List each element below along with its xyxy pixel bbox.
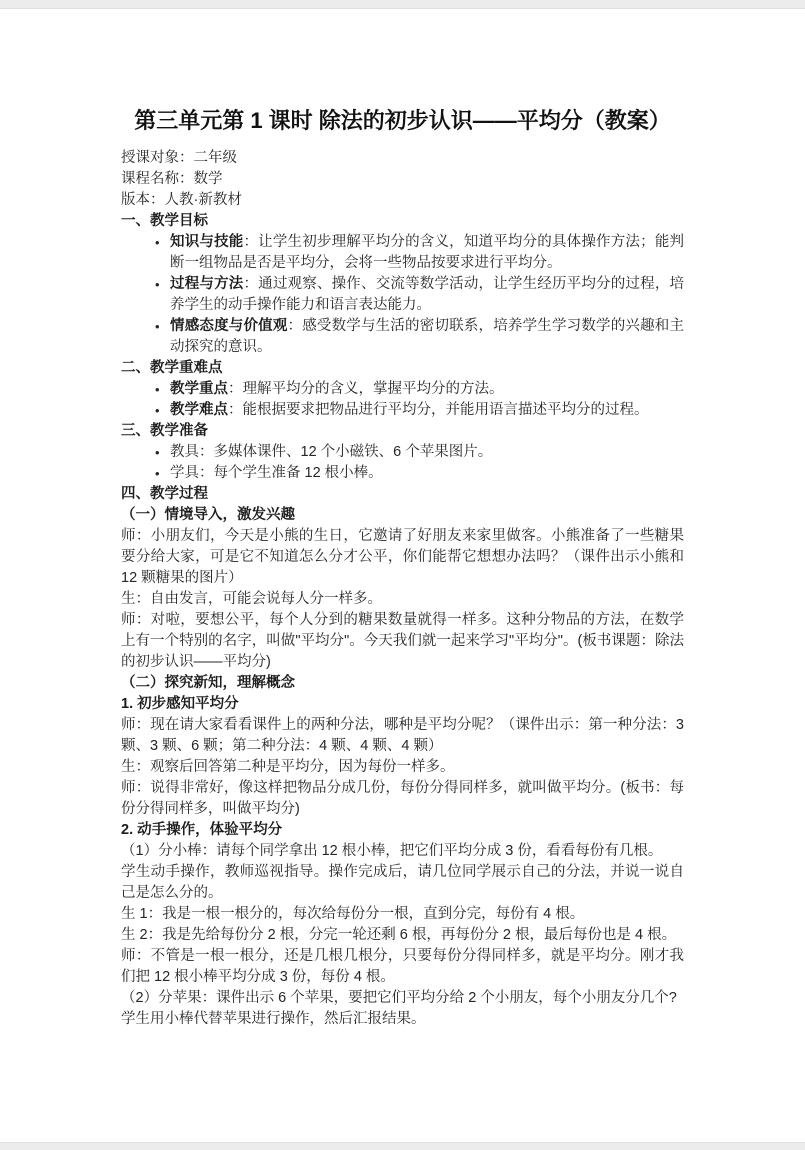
list-item-lead: 过程与方法 [170,276,244,292]
key-points-list [121,379,684,421]
bullet-icon: • [155,403,160,418]
subsection-heading-intro: （一）情境导入，激发兴趣 [121,507,295,523]
list-item-text: ：能根据要求把物品进行平均分，并能用语言描述平均分的过程。 [228,402,649,418]
meta-line-audience: 授课对象：二年级 [121,150,237,166]
list-item-lead: 情感态度与价值观 [170,318,288,334]
subsection-heading-explore: （二）探究新知，理解概念 [121,675,295,691]
paragraph-teacher: 师：不管是一根一根分，还是几根几根分，只要每份分得同样多，就是平均分。刚才我们把 12 根小棒平均分成 3 份，每份 4 根。 [121,948,684,985]
bullet-icon: • [155,445,160,460]
list-item-lead: 教学重点 [170,381,228,397]
bullet-icon: • [155,319,160,334]
list-item-text: 教具：多媒体课件、12 个小磁铁、6 个苹果图片。 [170,444,493,460]
list-item-text: ：让学生初步理解平均分的含义，知道平均分的具体操作方法；能判断一组物品是否是平均分，会将一些物品按要求进行平均分。 [170,234,685,271]
list-item [155,274,685,316]
list-item [155,232,685,274]
list-item [155,379,684,400]
list-item [155,442,684,463]
list-item [155,463,684,484]
paragraph-teacher: 师：说得非常好，像这样把物品分成几份，每份分得同样多，就叫做平均分。(板书：每份分得同样多，叫做平均分) [121,780,684,817]
list-item-lead: 教学难点 [170,402,228,418]
section-heading-goals: 一、教学目标 [121,213,208,229]
bullet-icon: • [155,277,160,292]
paragraph-teacher: 师：小朋友们，今天是小熊的生日，它邀请了好朋友来家里做客。小熊准备了一些糖果要分给大家，可是它不知道怎么分才公平，你们能帮它想想办法吗？（课件出示小熊和 12 颗糖果的图片） [121,528,684,586]
paragraph-activity: 学生动手操作，教师巡视指导。操作完成后，请几位同学展示自己的分法，并说一说自己是怎么分的。 [121,864,684,901]
meta-line-edition: 版本：人教·新教材 [121,192,242,208]
section-heading-process: 四、教学过程 [121,486,208,502]
paragraph-teacher: 师：现在请大家看看课件上的两种分法，哪种是平均分呢？（课件出示：第一种分法：3 颗、3 颗、6 颗；第二种分法：4 颗、4 颗、4 颗） [121,717,684,754]
bullet-icon: • [155,382,160,397]
list-item-text: ：理解平均分的含义，掌握平均分的方法。 [228,381,504,397]
paragraph-activity: 学生用小棒代替苹果进行操作，然后汇报结果。 [121,1011,426,1027]
list-item [155,400,684,421]
bullet-icon: • [155,235,160,250]
step-heading-2: 2. 动手操作，体验平均分 [121,822,283,838]
paragraph-student: 生 1：我是一根一根分的，每次给每份分一根，直到分完，每份有 4 根。 [121,906,585,922]
list-item-text: 学具：每个学生准备 12 根小棒。 [170,465,383,481]
step-heading-1: 1. 初步感知平均分 [121,696,239,712]
paragraph-teacher: 师：对啦，要想公平，每个人分到的糖果数量就得一样多。这种分物品的方法，在数学上有一个特别的名字，叫做"平均分"。今天我们就一起来学习"平均分"。(板书课题：除法的初步认识——平均分) [121,612,684,670]
list-item-text: ：通过观察、操作、交流等数学活动，让学生经历平均分的过程，培养学生的动手操作能力和语言表达能力。 [170,276,685,313]
list-item-lead: 知识与技能 [170,234,244,250]
meta-line-course: 课程名称：数学 [121,171,223,187]
document-title: 第三单元第 1 课时 除法的初步认识——平均分（教案） [134,108,671,133]
document-page [0,8,805,1143]
paragraph-activity: （1）分小棒：请每个同学拿出 12 根小棒，把它们平均分成 3 份，看看每份有几根。 [121,843,663,859]
preparation-list [121,442,684,484]
list-item-text: ：感受数学与生活的密切联系，培养学生学习数学的兴趣和主动探究的意识。 [170,318,684,355]
section-heading-key-points: 二、教学重难点 [121,360,223,376]
paragraph-student: 生 2：我是先给每份分 2 根，分完一轮还剩 6 根，再每份分 2 根，最后每份也是 4 根。 [121,927,677,943]
list-item [155,316,684,358]
goals-list [121,232,684,358]
bullet-icon: • [155,466,160,481]
paragraph-student: 生：观察后回答第二种是平均分，因为每份一样多。 [121,759,455,775]
section-heading-preparation: 三、教学准备 [121,423,208,439]
paragraph-student: 生：自由发言，可能会说每人分一样多。 [121,591,382,607]
paragraph-activity: （2）分苹果：课件出示 6 个苹果，要把它们平均分给 2 个小朋友，每个小朋友分几个? [121,990,677,1006]
